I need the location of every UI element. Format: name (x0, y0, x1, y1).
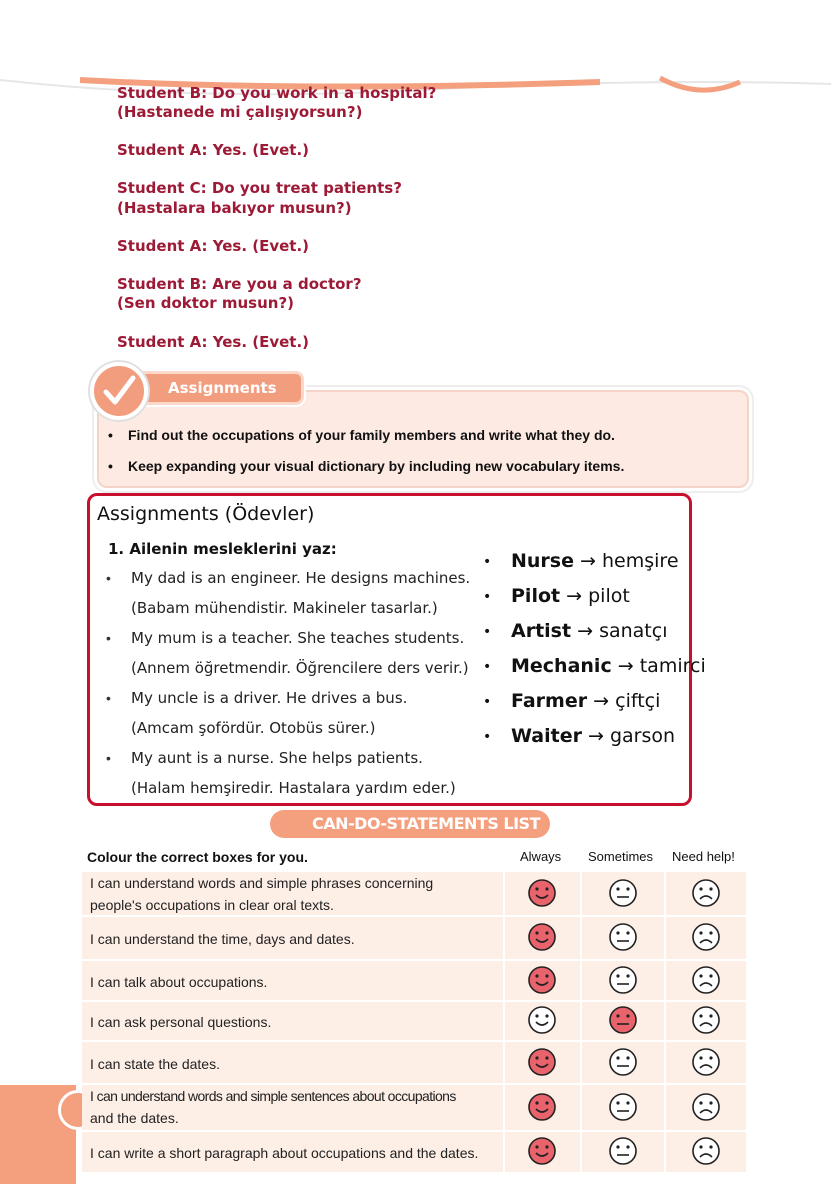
bullet: • (106, 630, 111, 646)
neutral-face-icon[interactable] (608, 1136, 638, 1166)
neutral-face-icon[interactable] (608, 878, 638, 908)
table-row (82, 915, 746, 959)
assignments-title: Assignments (168, 379, 277, 397)
smiley-face-icon[interactable] (527, 1092, 557, 1122)
family-translation: (Amcam şofördür. Otobüs sürer.) (131, 719, 376, 737)
statement-text (90, 971, 267, 993)
table-row (82, 1000, 746, 1040)
bullet: • (106, 570, 111, 586)
column-sometimes: Sometimes (588, 849, 654, 864)
dialogue-line: Student B: Do you work in a hospital? (117, 84, 437, 102)
statement-line: I can understand the time, days and dates. (90, 931, 355, 947)
vocab-item: • Pilot → pilot (483, 585, 630, 607)
column-always: Always (520, 849, 562, 864)
table-row (82, 1083, 746, 1130)
statement-line: I can understand words and simple sentences about occupations (90, 1088, 456, 1104)
dialogue-line: Student B: Are you a doctor? (117, 275, 362, 293)
sad-face-icon[interactable] (691, 1136, 721, 1166)
statement-text (90, 1053, 220, 1075)
smiley-face-icon[interactable] (527, 1005, 557, 1035)
cando-title: CAN-DO-STATEMENTS LIST (312, 814, 540, 833)
dialogue-line: Student A: Yes. (Evet.) (117, 141, 310, 159)
sad-face-icon[interactable] (691, 922, 721, 952)
sad-face-icon[interactable] (691, 878, 721, 908)
odevler-task: 1. Ailenin mesleklerini yaz: (108, 540, 337, 558)
statement-line: I can write a short paragraph about occupations and the dates. (90, 1145, 479, 1161)
checkmark-icon (90, 362, 148, 420)
neutral-face-icon[interactable] (608, 1092, 638, 1122)
bullet: • (106, 750, 111, 766)
sad-face-icon[interactable] (691, 965, 721, 995)
statement-text (90, 1011, 271, 1033)
statement-line: I can talk about occupations. (90, 974, 268, 990)
statement-line: I can understand words and simple phrases concerning (90, 875, 434, 891)
vocab-item: • Mechanic → tamirci (483, 655, 706, 677)
smiley-face-icon[interactable] (527, 1047, 557, 1077)
family-sentence: My uncle is a driver. He drives a bus. (131, 689, 408, 707)
family-sentence: My aunt is a nurse. She helps patients. (131, 749, 423, 767)
table-row (82, 1040, 746, 1083)
vocab-item: • Artist → sanatçı (483, 620, 668, 642)
statement-text (90, 1085, 456, 1129)
dialogue-translation: (Sen doktor musun?) (117, 294, 294, 312)
neutral-face-icon[interactable] (608, 1047, 638, 1077)
table-instruction: Colour the correct boxes for you. (87, 849, 308, 865)
statement-text (90, 928, 355, 950)
statement-text (90, 1142, 478, 1164)
vocab-item: • Nurse → hemşire (483, 550, 679, 572)
sad-face-icon[interactable] (691, 1047, 721, 1077)
family-sentence: My mum is a teacher. She teaches students. (131, 629, 465, 647)
dialogue-line: Student A: Yes. (Evet.) (117, 333, 310, 351)
statement-line: and the dates. (90, 1110, 179, 1126)
statement-line: I can state the dates. (90, 1056, 220, 1072)
assignment-item: • Find out the occupations of your family members and write what they do. (108, 427, 615, 443)
statement-line: people's occupations in clear oral texts. (90, 897, 334, 913)
table-row (82, 870, 746, 915)
dialogue-translation: (Hastalara bakıyor musun?) (117, 199, 352, 217)
sad-face-icon[interactable] (691, 1005, 721, 1035)
odevler-title: Assignments (Ödevler) (97, 503, 315, 525)
dialogue-line: Student A: Yes. (Evet.) (117, 237, 310, 255)
neutral-face-icon[interactable] (608, 965, 638, 995)
smiley-face-icon[interactable] (527, 922, 557, 952)
smiley-face-icon[interactable] (527, 965, 557, 995)
family-translation: (Babam mühendistir. Makineler tasarlar.) (131, 599, 438, 617)
smiley-face-icon[interactable] (527, 1136, 557, 1166)
bullet: • (106, 690, 111, 706)
sad-face-icon[interactable] (691, 1092, 721, 1122)
statement-line: I can ask personal questions. (90, 1014, 272, 1030)
family-translation: (Annem öğretmendir. Öğrencilere ders verir.) (131, 659, 469, 677)
neutral-face-icon[interactable] (608, 922, 638, 952)
table-row (82, 959, 746, 1000)
dialogue-translation: (Hastanede mi çalışıyorsun?) (117, 103, 363, 121)
family-sentence: My dad is an engineer. He designs machines. (131, 569, 471, 587)
statement-text (90, 872, 433, 916)
assignment-item: • Keep expanding your visual dictionary by including new vocabulary items. (108, 458, 625, 474)
vocab-item: • Waiter → garson (483, 725, 676, 747)
neutral-face-icon[interactable] (608, 1005, 638, 1035)
column-need-help: Need help! (672, 849, 735, 864)
vocab-item: • Farmer → çiftçi (483, 690, 661, 712)
family-translation: (Halam hemşiredir. Hastalara yardım eder.) (131, 779, 456, 797)
dialogue-line: Student C: Do you treat patients? (117, 179, 402, 197)
smiley-face-icon[interactable] (527, 878, 557, 908)
table-row (82, 1130, 746, 1172)
